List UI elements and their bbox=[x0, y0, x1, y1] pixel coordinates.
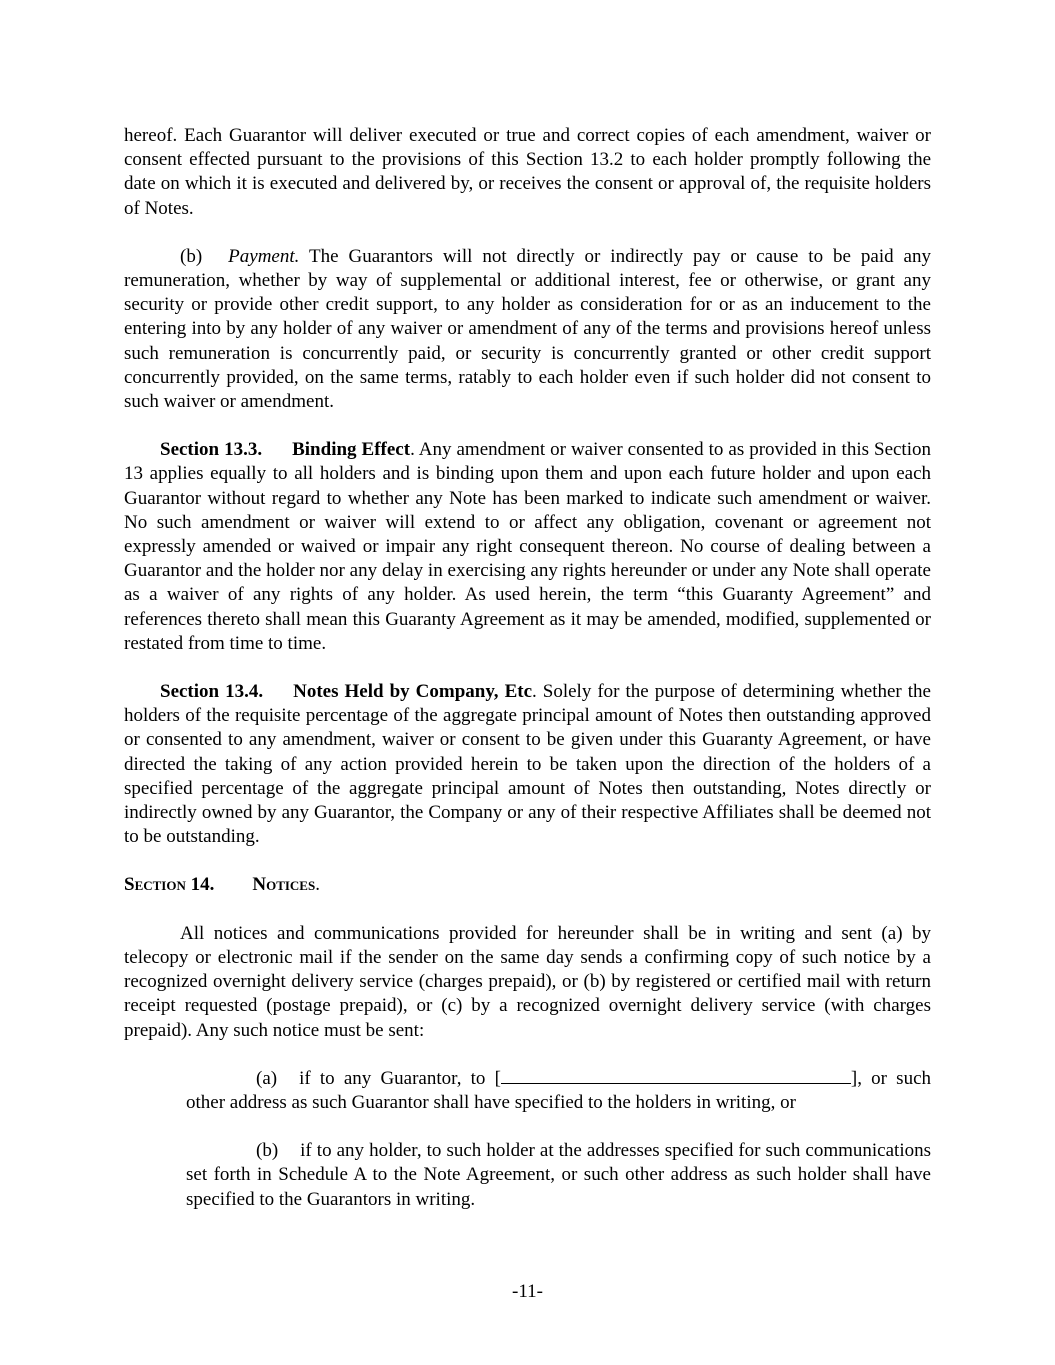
payment-number: (b) bbox=[180, 245, 203, 267]
page-number: -11- bbox=[512, 1281, 543, 1302]
notice-item-a-number: (a) bbox=[256, 1067, 278, 1089]
section-13-4-title: Notes Held by Company, Etc bbox=[293, 681, 532, 703]
notice-item-a-tail: ], or such other address as such Guarantor shall have specified to the holders in writing, or bbox=[186, 1067, 932, 1113]
payment-title: Payment. bbox=[228, 245, 300, 267]
section-13-4-number: Section 13.4. bbox=[160, 681, 264, 703]
notice-item-b-text: if to any holder, to such holder at the addresses specified for such communications set forth in Schedule A to the Note Agreement, or such other address as such holder shall have specified to the Guarantors in writing. bbox=[186, 1140, 931, 1210]
document-page bbox=[124, 124, 931, 1212]
notice-item-b bbox=[186, 1139, 931, 1212]
section-13-3-number: Section 13.3. bbox=[160, 439, 263, 461]
section-14-title: Notices bbox=[252, 874, 316, 896]
section-13-4-text: Solely for the purpose of determining whether the holders of the requisite percentage of the aggregate principal amount of Notes then outstanding approved or consented to any amendment, waiver or consent to be given under this Guaranty Agreement, or have directed the taking of any action provided herein to be taken upon the direction of the holders of a specified percentage of the aggregate principal amount of Notes then outstanding, Notes directly or indirectly owned by any Guarantor, the Company or any of their respective Affiliates shall be deemed not to be outstanding. bbox=[124, 681, 931, 848]
guarantor-address-blank bbox=[501, 1067, 851, 1084]
payment-text: The Guarantors will not directly or indirectly pay or cause to be paid any remuneration, whether by way of supplemental or additional interest, fee or otherwise, or grant any security or provide other credit support, to any holder as consideration for or as an inducement to the entering into by any holder of any waiver or amendment of any of the terms and provisions hereof unless such remuneration is concurrently paid, or security is concurrently granted or other credit support concurrently provided, on the same terms, ratably to each holder even if such holder did not consent to such waiver or amendment. bbox=[124, 245, 931, 413]
payment-paragraph bbox=[124, 245, 931, 414]
section-13-3-text: Any amendment or waiver consented to as provided in this Section 13 applies equally to all holders and is binding upon them and upon each future holder and upon each Guarantor without regard to whether any Note has been marked to indicate such amendment or waiver. No such amendment or waiver will extend to or affect any obligation, covenant or agreement not expressly amended or waived or impair any right consequent thereon. No course of dealing between a Guarantor and the holder nor any delay in exercising any rights hereunder or under any Note shall operate as a waiver of any rights of any holder. As used herein, the term “this Guaranty Agreement” and references thereto shall mean this Guaranty Agreement as it may be amended, modified, supplemented or restated from time to time. bbox=[124, 439, 931, 654]
notice-item-a bbox=[186, 1067, 931, 1115]
notice-item-a-lead: if to any Guarantor, to [ bbox=[299, 1067, 501, 1089]
section-14-heading: Section 14. Notices. bbox=[124, 874, 320, 896]
section-14-intro: All notices and communications provided for hereunder shall be in writing and sent (a) by telecopy or electronic mail if the sender on the same day sends a confirming copy of such notice by a recognized overnight delivery service (charges prepaid), or (b) by registered or certified mail with return receipt requested (postage prepaid), or (c) by a recognized overnight delivery service (with charges prepaid). Any such notice must be sent: bbox=[124, 922, 931, 1041]
section-14-number: Section 14. bbox=[124, 874, 215, 896]
continuation-paragraph: hereof. Each Guarantor will deliver executed or true and correct copies of each amendment, waiver or consent effected pursuant to the provisions of this Section 13.2 to each holder promptly following the date on which it is executed and delivered by, or receives the consent or approval of, the requisite holders of Notes. bbox=[124, 125, 931, 219]
notice-item-b-number: (b) bbox=[256, 1140, 279, 1162]
section-13-3-paragraph: Section 13.3. Binding Effect. Any amendment or waiver consented to as provided in this Section 13 applies equally to all holders and is binding upon them and upon each future holder and upon each Guarantor without regard to whether any Note has been marked to indicate such amendment or waiver. No such amendment or waiver will extend to or affect any obligation, covenant or agreement not expressly amended or waived or impair any right consequent thereon. No course of dealing between a Guarantor and the holder nor any delay in exercising any rights hereunder or under any Note shall operate as a waiver of any rights of any holder. As used herein, the term “this Guaranty Agreement” and references thereto shall mean this Guaranty Agreement as it may be amended, modified, supplemented or restated from time to time. bbox=[124, 439, 931, 654]
section-13-3-title: Binding Effect bbox=[292, 439, 411, 461]
section-13-4-paragraph: Section 13.4. Notes Held by Company, Etc. Solely for the purpose of determining whether the holders of the requisite percentage of the aggregate principal amount of Notes then outstanding approved or consented to any amendment, waiver or consent to be given under this Guaranty Agreement, or have directed the taking of any action provided herein to be taken upon the direction of the holders of a specified percentage of the aggregate principal amount of Notes then outstanding, Notes directly or indirectly owned by any Guarantor, the Company or any of their respective Affiliates shall be deemed not to be outstanding. bbox=[124, 681, 931, 848]
